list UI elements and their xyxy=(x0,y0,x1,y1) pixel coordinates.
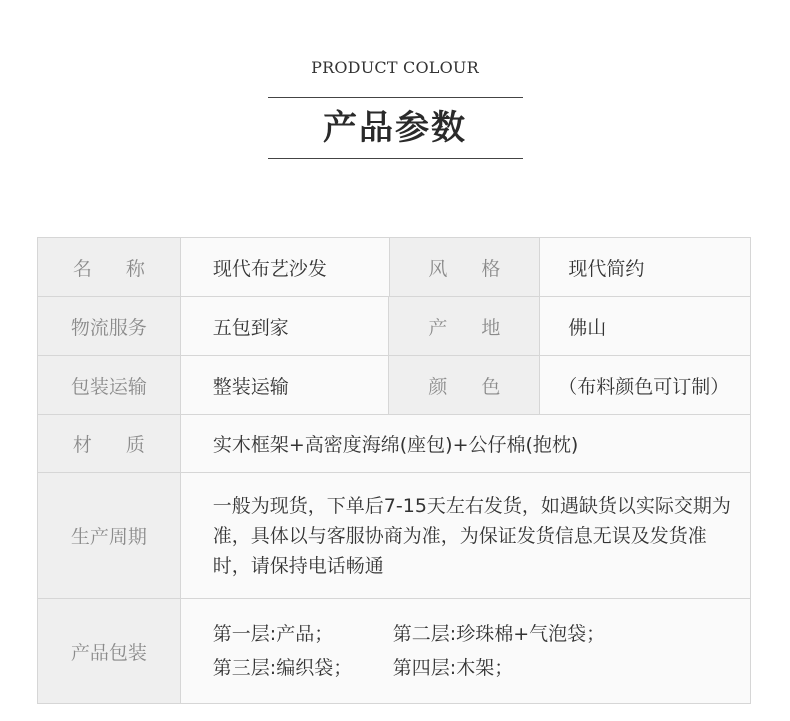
label-color: 颜色 xyxy=(389,356,540,414)
label-packaging-transport: 包装运输 xyxy=(38,356,181,414)
section-header xyxy=(0,0,790,200)
value-packaging-transport: 整装运输 xyxy=(181,356,390,414)
packaging-layer-4: 第四层:木架； xyxy=(392,657,514,679)
product-params-table xyxy=(37,237,751,704)
value-product-packaging xyxy=(181,599,751,703)
table-row xyxy=(38,238,751,297)
value-logistics: 五包到家 xyxy=(181,297,390,355)
label-material: 材质 xyxy=(38,415,181,472)
label-product-packaging: 产品包装 xyxy=(38,599,181,703)
value-style: 现代简约 xyxy=(540,238,751,296)
label-origin: 产地 xyxy=(389,297,540,355)
value-name: 现代布艺沙发 xyxy=(181,238,390,296)
packaging-layer-2: 第二层:珍珠棉+气泡袋； xyxy=(392,623,606,645)
label-logistics: 物流服务 xyxy=(38,297,181,355)
label-name: 名称 xyxy=(38,238,181,296)
section-eyebrow: PRODUCT COLOUR xyxy=(311,58,479,77)
table-row xyxy=(38,297,751,356)
table-row xyxy=(38,599,751,704)
value-production-cycle: 一般为现货，下单后7-15天左右发货，如遇缺货以实际交期为准，具体以与客服协商为准，为保证发货信息无误及发货准时，请保持电话畅通 xyxy=(181,473,751,598)
value-origin: 佛山 xyxy=(540,297,751,355)
packaging-line xyxy=(213,651,605,685)
value-color: （布料颜色可订制） xyxy=(540,356,751,414)
section-title: 产品参数 xyxy=(323,108,467,148)
label-production-cycle: 生产周期 xyxy=(38,473,181,598)
value-material: 实木框架+高密度海绵(座包)+公仔棉(抱枕) xyxy=(181,415,751,472)
header-divider-top xyxy=(268,97,523,98)
label-style: 风格 xyxy=(390,238,541,296)
packaging-line xyxy=(213,617,605,651)
table-row xyxy=(38,473,751,599)
table-row xyxy=(38,415,751,473)
header-divider-bottom xyxy=(268,158,523,159)
table-row xyxy=(38,356,751,415)
packaging-layer-1: 第一层:产品； xyxy=(212,623,334,645)
packaging-layer-3: 第三层:编织袋； xyxy=(212,657,353,679)
